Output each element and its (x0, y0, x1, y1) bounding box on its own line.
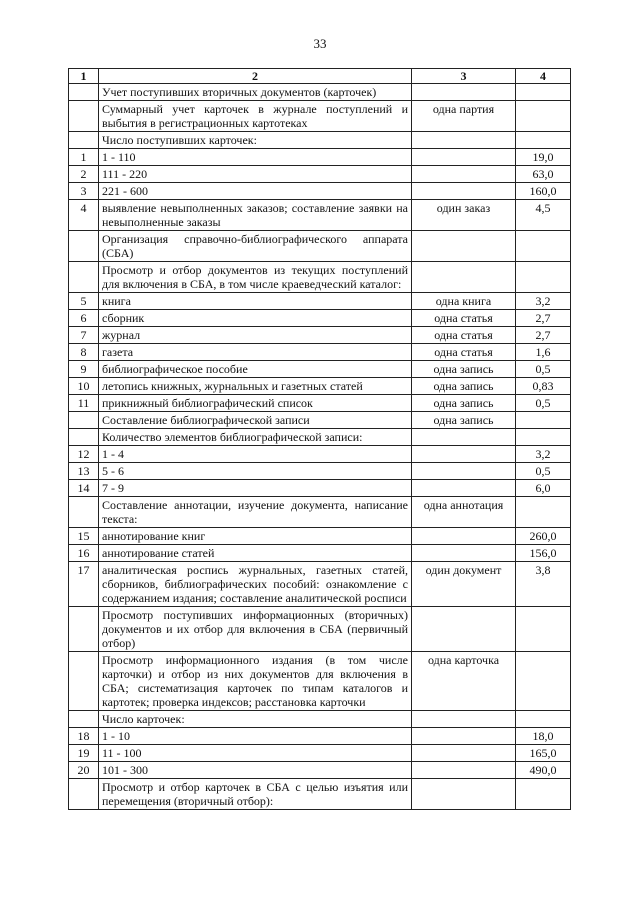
row-unit: одна статья (412, 310, 516, 327)
row-value (516, 497, 571, 528)
row-unit (412, 711, 516, 728)
row-number: 11 (69, 395, 99, 412)
table-row (69, 84, 571, 101)
row-description: аннотирование статей (99, 545, 412, 562)
row-description: 101 - 300 (99, 762, 412, 779)
row-number: 14 (69, 480, 99, 497)
table-row (69, 101, 571, 132)
row-unit: один документ (412, 562, 516, 607)
page-number: 33 (313, 36, 327, 51)
table-row (69, 779, 571, 810)
header-col-4: 4 (516, 69, 571, 84)
row-description: Организация справочно-библиографического аппарата (СБА) (99, 231, 412, 262)
row-number (69, 262, 99, 293)
row-unit (412, 779, 516, 810)
row-description: Просмотр и отбор карточек в СБА с целью изъятия или перемещения (вторичный отбор): (99, 779, 412, 810)
row-number: 5 (69, 293, 99, 310)
row-unit (412, 183, 516, 200)
row-number: 12 (69, 446, 99, 463)
table-row (69, 344, 571, 361)
row-value: 0,5 (516, 395, 571, 412)
row-value: 2,7 (516, 327, 571, 344)
row-number: 8 (69, 344, 99, 361)
row-value: 3,8 (516, 562, 571, 607)
row-description: аннотирование книг (99, 528, 412, 545)
row-description: Составление аннотации, изучение документа, написание текста: (99, 497, 412, 528)
row-unit: одна партия (412, 101, 516, 132)
row-value: 165,0 (516, 745, 571, 762)
norms-table (68, 68, 571, 810)
row-unit (412, 132, 516, 149)
table-row (69, 293, 571, 310)
row-value (516, 231, 571, 262)
row-unit (412, 762, 516, 779)
row-unit (412, 528, 516, 545)
row-value (516, 429, 571, 446)
table-row (69, 446, 571, 463)
table-row (69, 166, 571, 183)
row-description: 111 - 220 (99, 166, 412, 183)
row-unit (412, 545, 516, 562)
row-unit (412, 149, 516, 166)
row-number (69, 497, 99, 528)
table-row (69, 200, 571, 231)
row-value: 260,0 (516, 528, 571, 545)
row-number: 17 (69, 562, 99, 607)
row-number (69, 231, 99, 262)
row-number (69, 101, 99, 132)
table-row (69, 545, 571, 562)
table-row (69, 361, 571, 378)
table-row (69, 463, 571, 480)
table-row (69, 132, 571, 149)
row-number: 18 (69, 728, 99, 745)
table-row (69, 528, 571, 545)
row-number: 4 (69, 200, 99, 231)
row-unit: один заказ (412, 200, 516, 231)
row-number (69, 779, 99, 810)
table-row (69, 231, 571, 262)
row-unit: одна статья (412, 327, 516, 344)
row-description: Число поступивших карточек: (99, 132, 412, 149)
row-number: 19 (69, 745, 99, 762)
table-row (69, 395, 571, 412)
row-unit: одна запись (412, 378, 516, 395)
row-unit: одна статья (412, 344, 516, 361)
row-unit (412, 84, 516, 101)
row-value: 4,5 (516, 200, 571, 231)
table-row (69, 429, 571, 446)
table-row (69, 378, 571, 395)
table-row (69, 728, 571, 745)
table-row (69, 652, 571, 711)
row-value (516, 262, 571, 293)
table-row (69, 711, 571, 728)
row-number: 16 (69, 545, 99, 562)
table-row (69, 607, 571, 652)
table-header-row (69, 69, 571, 84)
row-number: 9 (69, 361, 99, 378)
row-description: Учет поступивших вторичных документов (карточек) (99, 84, 412, 101)
table-row (69, 497, 571, 528)
row-value (516, 132, 571, 149)
row-unit: одна запись (412, 412, 516, 429)
row-description: газета (99, 344, 412, 361)
row-unit (412, 446, 516, 463)
row-unit (412, 745, 516, 762)
row-description: Просмотр и отбор документов из текущих поступлений для включения в СБА, в том числе краеведческий каталог: (99, 262, 412, 293)
row-value: 19,0 (516, 149, 571, 166)
row-number: 20 (69, 762, 99, 779)
row-number (69, 429, 99, 446)
row-number: 3 (69, 183, 99, 200)
row-value (516, 412, 571, 429)
header-col-1: 1 (69, 69, 99, 84)
row-value: 490,0 (516, 762, 571, 779)
row-unit: одна книга (412, 293, 516, 310)
row-description: сборник (99, 310, 412, 327)
table-row (69, 480, 571, 497)
row-unit: одна запись (412, 361, 516, 378)
row-value: 1,6 (516, 344, 571, 361)
row-number: 1 (69, 149, 99, 166)
row-description: Суммарный учет карточек в журнале поступлений и выбытия в регистрационных картотеках (99, 101, 412, 132)
row-description: 5 - 6 (99, 463, 412, 480)
row-description: 7 - 9 (99, 480, 412, 497)
row-description: Просмотр поступивших информационных (вторичных) документов и их отбор для включения в СБА (первичный отбор) (99, 607, 412, 652)
row-description: прикнижный библиографический список (99, 395, 412, 412)
table-row (69, 149, 571, 166)
row-value: 63,0 (516, 166, 571, 183)
row-unit (412, 262, 516, 293)
row-number (69, 132, 99, 149)
row-value: 0,5 (516, 361, 571, 378)
row-number (69, 84, 99, 101)
row-value (516, 779, 571, 810)
table-row (69, 762, 571, 779)
header-col-3: 3 (412, 69, 516, 84)
row-description: журнал (99, 327, 412, 344)
row-value: 3,2 (516, 446, 571, 463)
row-value: 18,0 (516, 728, 571, 745)
table-row (69, 745, 571, 762)
row-description: Число карточек: (99, 711, 412, 728)
row-value: 3,2 (516, 293, 571, 310)
row-value: 6,0 (516, 480, 571, 497)
row-description: выявление невыполненных заказов; составление заявки на невыполненные заказы (99, 200, 412, 231)
table-row (69, 183, 571, 200)
row-value (516, 84, 571, 101)
table-row (69, 327, 571, 344)
row-number: 15 (69, 528, 99, 545)
row-unit (412, 231, 516, 262)
row-value (516, 101, 571, 132)
header-col-2: 2 (99, 69, 412, 84)
row-number (69, 412, 99, 429)
row-description: 1 - 4 (99, 446, 412, 463)
row-value (516, 652, 571, 711)
row-number (69, 652, 99, 711)
row-description: аналитическая роспись журнальных, газетных статей, сборников, библиографических пособий: ознакомление с содержанием издания; составление аналитической росписи (99, 562, 412, 607)
row-unit: одна карточка (412, 652, 516, 711)
row-unit (412, 607, 516, 652)
row-number: 13 (69, 463, 99, 480)
row-unit (412, 728, 516, 745)
row-value (516, 607, 571, 652)
table-row (69, 562, 571, 607)
row-value: 156,0 (516, 545, 571, 562)
row-description: 1 - 110 (99, 149, 412, 166)
row-value: 160,0 (516, 183, 571, 200)
row-value: 2,7 (516, 310, 571, 327)
row-value (516, 711, 571, 728)
row-description: Количество элементов библиографической записи: (99, 429, 412, 446)
table-row (69, 412, 571, 429)
row-description: Составление библиографической записи (99, 412, 412, 429)
table-row (69, 310, 571, 327)
row-number (69, 711, 99, 728)
row-number: 7 (69, 327, 99, 344)
row-description: 221 - 600 (99, 183, 412, 200)
row-number (69, 607, 99, 652)
row-number: 6 (69, 310, 99, 327)
row-value: 0,5 (516, 463, 571, 480)
row-description: 1 - 10 (99, 728, 412, 745)
row-description: 11 - 100 (99, 745, 412, 762)
row-description: Просмотр информационного издания (в том числе карточки) и отбор из них документов для включения в СБА; систематизация карточек по типам каталогов и картотек; проверка индексов; расстановка карточки (99, 652, 412, 711)
row-number: 10 (69, 378, 99, 395)
row-unit: одна запись (412, 395, 516, 412)
row-number: 2 (69, 166, 99, 183)
row-unit (412, 463, 516, 480)
row-description: летопись книжных, журнальных и газетных статей (99, 378, 412, 395)
row-description: библиографическое пособие (99, 361, 412, 378)
row-description: книга (99, 293, 412, 310)
row-unit (412, 429, 516, 446)
row-unit: одна аннотация (412, 497, 516, 528)
row-unit (412, 166, 516, 183)
row-value: 0,83 (516, 378, 571, 395)
row-unit (412, 480, 516, 497)
table-row (69, 262, 571, 293)
